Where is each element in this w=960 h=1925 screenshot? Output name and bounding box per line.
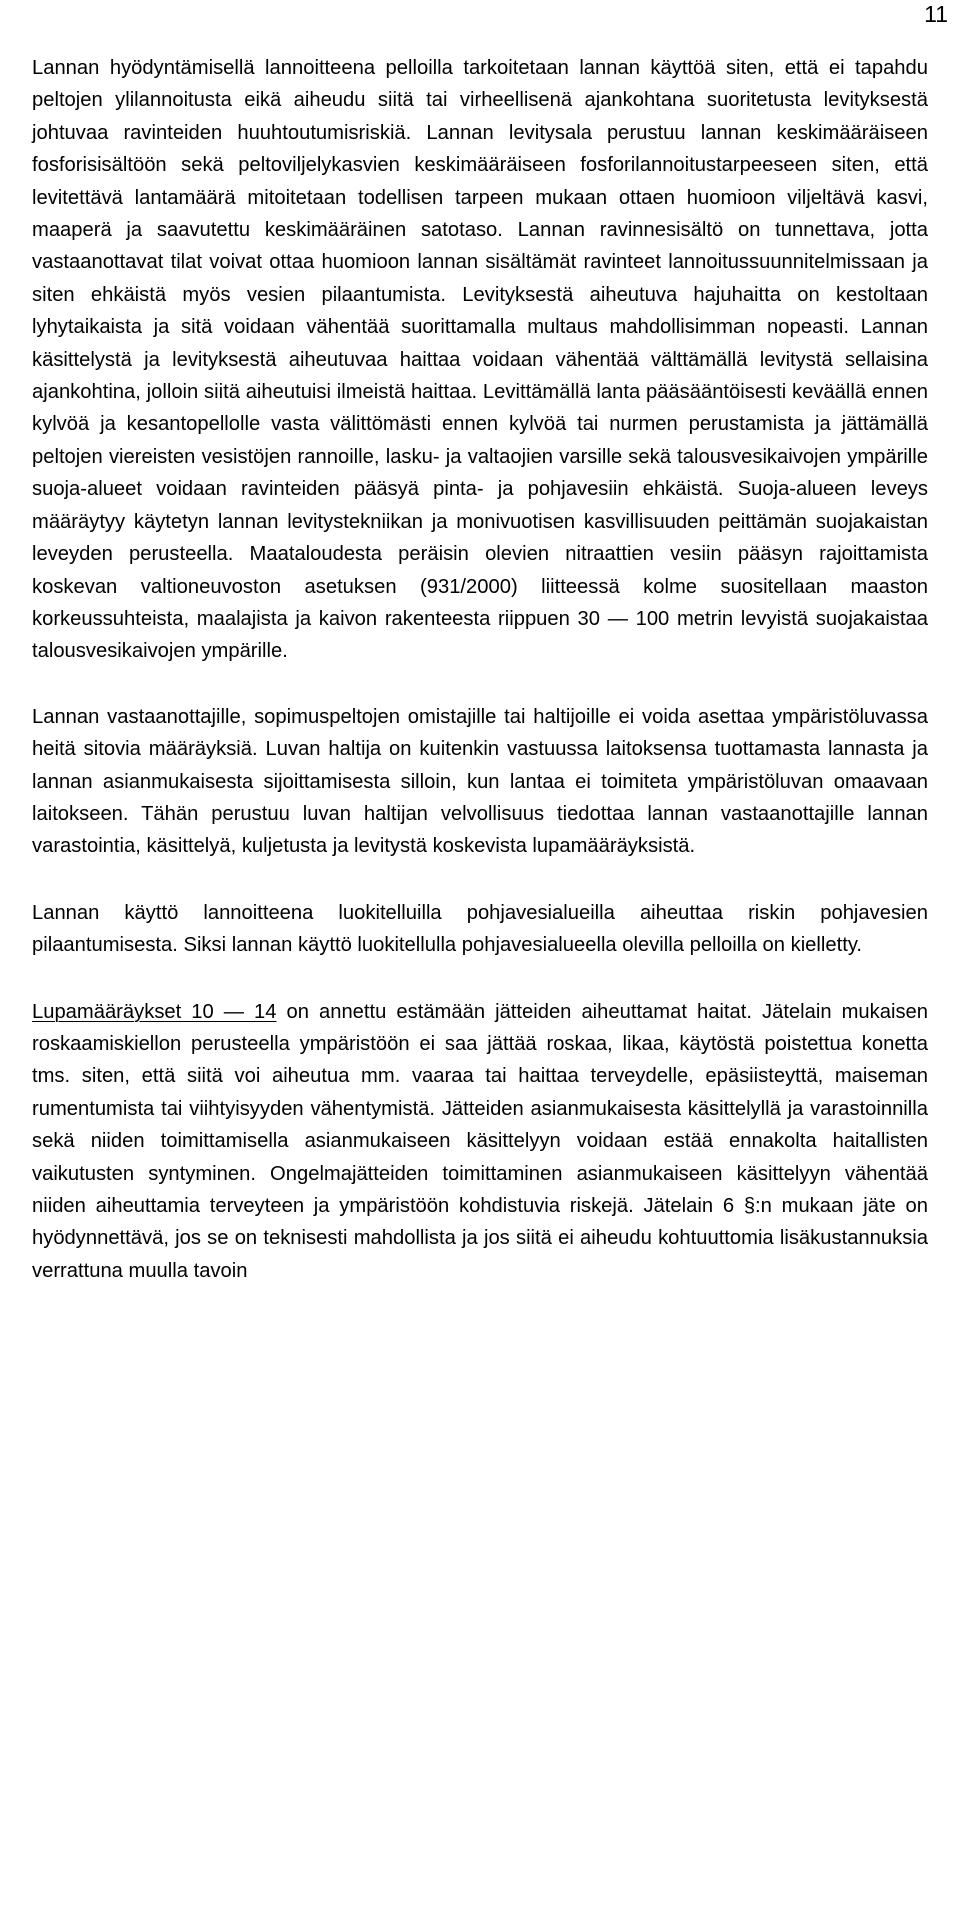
page-number: 11 (924, 1, 948, 27)
paragraph-waste-regulations (32, 996, 928, 1288)
paragraph-waste-text: on annettu estämään jätteiden aiheuttamat haitat. Jätelain mukaisen roskaamiskiellon perusteella ympäristöön ei saa jättää roskaa, likaa, käytöstä poistettua konetta tms. siten, että siitä voi aiheutua mm. vaaraa tai haittaa terveydelle, epäsiisteyttä, maiseman rumentumista tai viihtyisyyden vähentymistä. Jätteiden asianmukaisesta käsittelyllä ja varastoinnilla sekä niiden toimittamisella asianmukaiseen käsittelyyn voidaan estää ennakolta haitallisten vaikutusten syntyminen. Ongelmajätteiden toimittaminen asianmukaiseen käsittelyyn vähentää niiden aiheuttamia terveyteen ja ympäristöön kohdistuvia riskejä. Jätelain 6 §:n mukaan jäte on hyödynnettävä, jos se on teknisesti mahdollista ja jos siitä ei aiheudu kohtuuttomia lisäkustannuksia verrattuna muulla tavoin (32, 1000, 929, 1282)
document-body (32, 52, 928, 1287)
paragraph-manure-recipients: Lannan vastaanottajille, sopimuspeltojen omistajille tai haltijoille ei voida asettaa ympäristöluvassa heitä sitovia määräyksiä. Luvan haltija on kuitenkin vastuussa laitoksensa tuottamasta lannasta ja lannan asianmukaisesta sijoittamisesta silloin, kun lantaa ei toimiteta ympäristöluvan omaavaan laitokseen. Tähän perustuu luvan haltijan velvollisuus tiedottaa lannan vastaanottajille lannan varastointia, käsittelyä, kuljetusta ja levitystä koskevista lupamääräyksistä. (32, 705, 928, 858)
permit-regulation-reference: Lupamääräykset 10 — 14 (32, 1000, 277, 1023)
paragraph-gap (32, 962, 928, 996)
paragraph-gap (32, 863, 928, 897)
paragraph-groundwater-areas: Lannan käyttö lannoitteena luokitelluilla pohjavesialueilla aiheuttaa riskin pohjavesien pilaantumisesta. Siksi lannan käyttö luokitellulla pohjavesialueella olevilla pelloilla on kielletty. (32, 901, 928, 957)
paragraph-gap (32, 668, 928, 701)
paragraph-manure-fertilizer-use: Lannan hyödyntämisellä lannoitteena pelloilla tarkoitetaan lannan käyttöä siten, että ei tapahdu peltojen ylilannoitusta eikä aiheudu siitä tai virheellisenä ajankohtana suoritetusta levityksestä johtuvaa ravinteiden huuhtoutumisriskiä. Lannan levitysala perustuu lannan keskimääräiseen fosforisisältöön sekä peltoviljelykasvien keskimääräiseen fosforilannoitustarpeeseen siten, että levitettävä lantamäärä mitoitetaan todellisen tarpeen mukaan ottaen huomioon viljeltävä kasvi, maaperä ja saavutettu keskimääräinen satotaso. Lannan ravinnesisältö on tunnettava, jotta vastaanottavat tilat voivat ottaa huomioon lannan sisältämät ravinteet lannoitussuunnitelmissaan ja siten ehkäistä myös vesien pilaantumista. Levityksestä aiheutuva hajuhaitta on kestoltaan lyhytaikaista ja sitä voidaan vähentää suorittamalla multaus mahdollisimman nopeasti. Lannan käsittelystä ja levityksestä aiheutuvaa haittaa voidaan vähentää välttämällä levitystä sellaisina ajankohtina, jolloin siitä aiheutuisi ilmeistä haittaa. Levittämällä lanta pääsääntöisesti keväällä ennen kylvöä ja kesantopellolle vasta välittömästi ennen kylvöä tai nurmen perustamista ja jättämällä peltojen viereisten vesistöjen rannoille, lasku- ja valtaojien varsille sekä talousvesikaivojen ympärille suoja-alueet voidaan ravinteiden pääsyä pinta- ja pohjavesiin ehkäistä. Suoja-alueen leveys määräytyy käytetyn lannan levitystekniikan ja monivuotisen kasvillisuuden peittämän suojakaistan leveyden perusteella. Maataloudesta peräisin olevien nitraattien vesiin pääsyn rajoittamista koskevan valtioneuvoston asetuksen (931/2000) liitteessä kolme suositellaan maaston korkeussuhteista, maalajista ja kaivon rakenteesta riippuen 30 — 100 metrin levyistä suojakaistaa talousvesikaivojen ympärille. (32, 57, 928, 663)
